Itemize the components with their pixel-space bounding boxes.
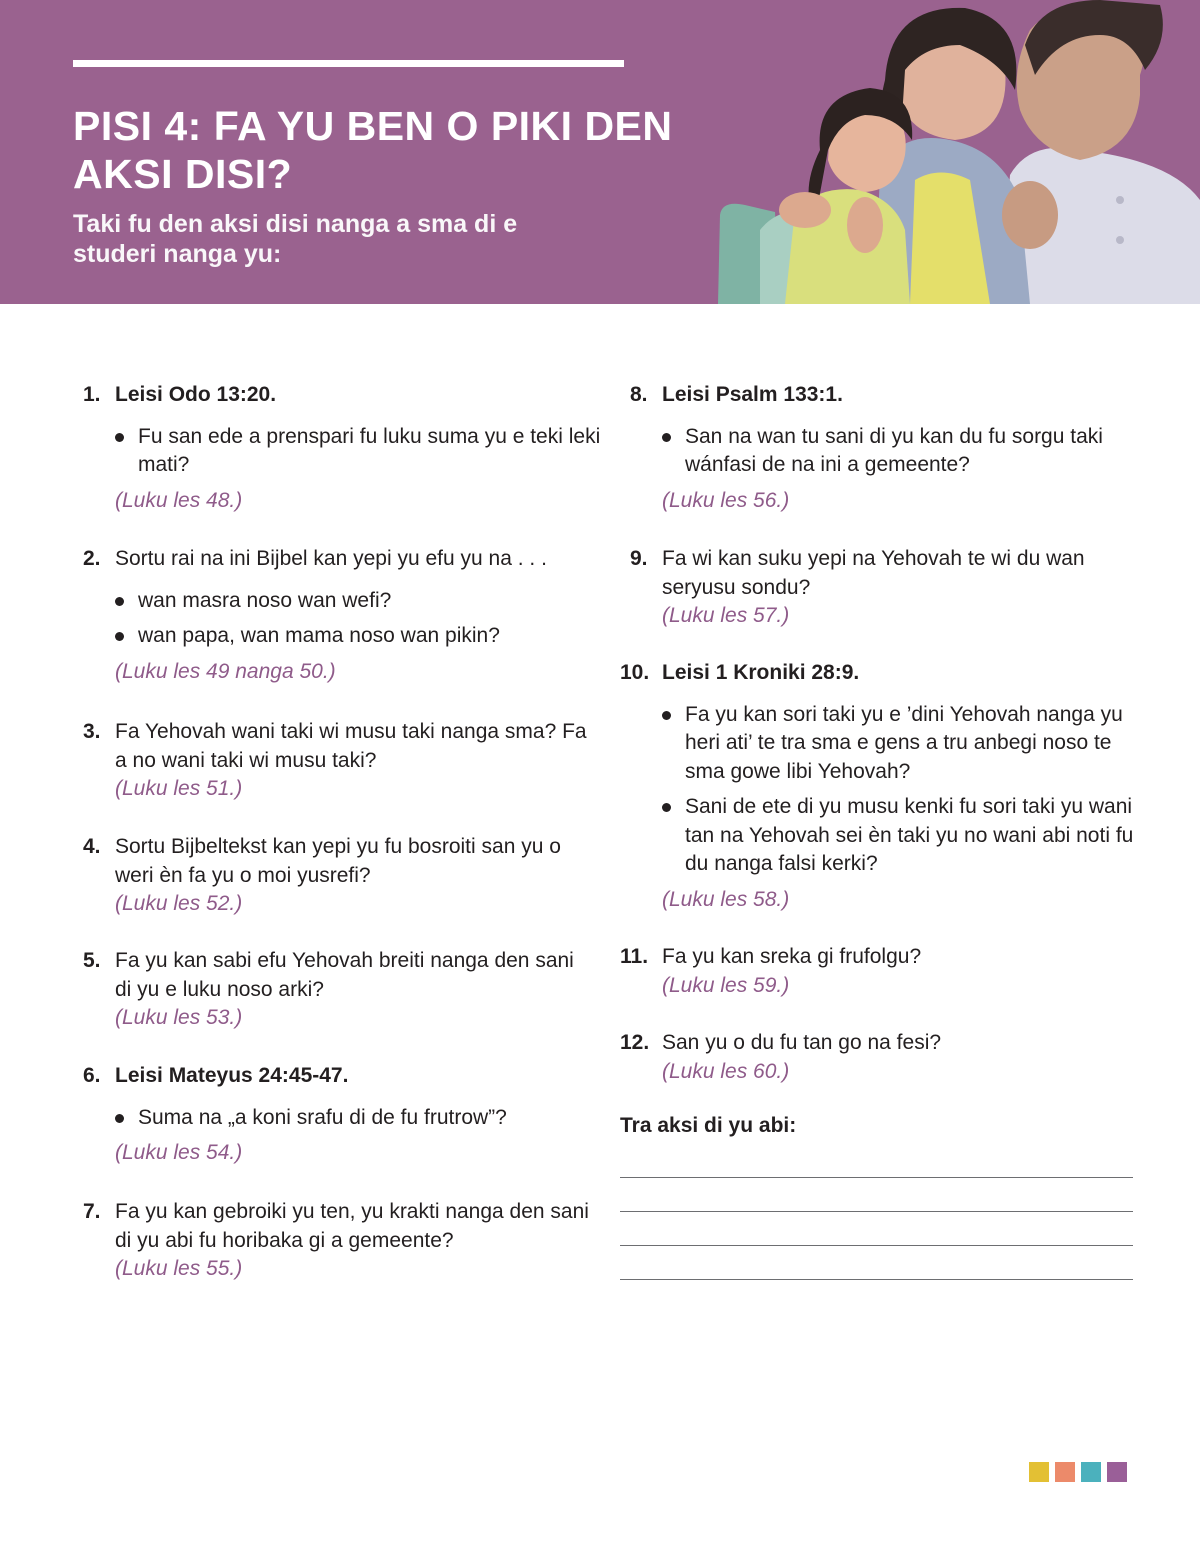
question-number: 7. — [83, 1200, 101, 1223]
bullet-item — [83, 587, 603, 616]
question-bullets — [83, 423, 603, 480]
question-3 — [83, 718, 603, 804]
bullet-icon — [662, 803, 671, 812]
question-7 — [83, 1198, 603, 1284]
question-text: Leisi Odo 13:20. — [115, 383, 277, 406]
question-bullets — [620, 701, 1140, 879]
question-number: 5. — [83, 949, 101, 972]
question-number: 11. — [620, 945, 649, 968]
question-text: Fa yu kan sabi efu Yehovah breiti nanga den sani di yu e luku noso arki? — [115, 949, 574, 1001]
bullet-text: Suma na „a koni srafu di de fu frutrow”? — [138, 1105, 507, 1129]
lesson-reference: (Luku les 58.) — [662, 887, 790, 911]
bullet-text: Fa yu kan sori taki yu e ’dini Yehovah nanga yu heri ati’ te tra sma e gens a tru anbegi noso te sma gowe libi Yehovah? — [685, 702, 1123, 783]
bullet-item — [83, 423, 603, 480]
lesson-reference: (Luku les 56.) — [662, 488, 790, 512]
bullet-item — [83, 622, 603, 651]
question-number: 12. — [620, 1031, 650, 1054]
page-title: PISI 4: FA YU BEN O PIKI DEN AKSI DISI? — [73, 103, 673, 197]
question-text: Sortu rai na ini Bijbel kan yepi yu efu yu na . . . — [115, 547, 547, 570]
lesson-reference: (Luku les 53.) — [115, 1006, 243, 1029]
question-text: Leisi 1 Kroniki 28:9. — [662, 661, 860, 684]
question-text: Fa wi kan suku yepi na Yehovah te wi du wan seryusu sondu? — [662, 547, 1085, 599]
bullet-icon — [662, 433, 671, 442]
question-number: 9. — [630, 547, 648, 570]
bullet-icon — [115, 632, 124, 641]
bullet-icon — [662, 711, 671, 720]
bullet-text: wan masra noso wan wefi? — [138, 588, 392, 612]
lesson-reference: (Luku les 48.) — [115, 488, 243, 512]
bullet-icon — [115, 597, 124, 606]
question-2 — [83, 545, 603, 686]
question-10 — [620, 659, 1140, 914]
lesson-reference: (Luku les 60.) — [662, 1059, 790, 1083]
question-6 — [83, 1062, 603, 1168]
swatch-teal — [1081, 1462, 1101, 1482]
question-bullets — [83, 587, 603, 651]
answer-line[interactable] — [620, 1245, 1133, 1246]
bullet-item — [83, 1104, 603, 1133]
bullet-text: Fu san ede a prenspari fu luku suma yu e teki leki mati? — [138, 424, 601, 476]
lesson-reference: (Luku les 52.) — [115, 892, 243, 915]
other-questions-label: Tra aksi di yu abi: — [620, 1114, 797, 1137]
lesson-reference: (Luku les 51.) — [115, 777, 243, 800]
swatch-coral — [1055, 1462, 1075, 1482]
lesson-reference: (Luku les 54.) — [115, 1141, 243, 1164]
question-text: San yu o du fu tan go na fesi? — [662, 1031, 942, 1054]
question-bullets — [83, 1104, 603, 1133]
question-5 — [83, 947, 583, 1033]
answer-line[interactable] — [620, 1279, 1133, 1280]
question-bullets — [630, 423, 1150, 480]
answer-line[interactable] — [620, 1177, 1133, 1178]
lesson-reference: (Luku les 59.) — [662, 973, 790, 997]
bullet-text: San na wan tu sani di yu kan du fu sorgu taki wánfasi de na ini a gemeente? — [685, 424, 1103, 476]
question-text: Sortu Bijbeltekst kan yepi yu fu bosroiti san yu o weri èn fa yu o moi yusrefi? — [115, 835, 561, 887]
lesson-reference: (Luku les 57.) — [662, 604, 790, 627]
question-text: Leisi Mateyus 24:45-47. — [115, 1064, 349, 1087]
question-text: Fa yu kan sreka gi frufolgu? — [662, 945, 922, 968]
lesson-reference: (Luku les 55.) — [115, 1257, 243, 1280]
bullet-icon — [115, 433, 124, 442]
question-number: 2. — [83, 547, 101, 570]
question-number: 6. — [83, 1064, 101, 1087]
page-subtitle: Taki fu den aksi disi nanga a sma di e studeri nanga yu: — [73, 210, 518, 268]
bullet-item — [630, 423, 1150, 480]
question-4 — [83, 833, 583, 919]
bullet-icon — [115, 1114, 124, 1123]
bullet-text: wan papa, wan mama noso wan pikin? — [138, 624, 500, 647]
question-9 — [630, 545, 1130, 631]
family-praying-illustration — [700, 0, 1200, 304]
bullet-item — [620, 701, 1140, 787]
bullet-item — [620, 793, 1140, 879]
swatch-purple — [1107, 1462, 1127, 1482]
question-11 — [620, 943, 1120, 1000]
question-1 — [83, 381, 603, 515]
question-12 — [620, 1029, 1120, 1086]
question-text: Leisi Psalm 133:1. — [662, 383, 843, 406]
question-text: Fa yu kan gebroiki yu ten, yu krakti nanga den sani di yu abi fu horibaka gi a gemeente? — [115, 1200, 589, 1252]
question-number: 8. — [630, 383, 648, 406]
lesson-reference: (Luku les 49 nanga 50.) — [115, 659, 336, 683]
question-number: 3. — [83, 720, 101, 743]
question-number: 10. — [620, 661, 650, 684]
header-band — [0, 0, 1200, 304]
header-rule — [73, 60, 624, 67]
question-8 — [630, 381, 1150, 515]
answer-line[interactable] — [620, 1211, 1133, 1212]
question-number: 1. — [83, 383, 101, 406]
color-swatches — [1029, 1462, 1127, 1482]
question-text: Fa Yehovah wani taki wi musu taki nanga sma? Fa a no wani taki wi musu taki? — [115, 720, 587, 772]
bullet-text: Sani de ete di yu musu kenki fu sori taki yu wani tan na Yehovah sei èn taki yu no wani abi noti fu du nanga falsi kerki? — [685, 795, 1134, 875]
question-number: 4. — [83, 835, 101, 858]
swatch-yellow — [1029, 1462, 1049, 1482]
